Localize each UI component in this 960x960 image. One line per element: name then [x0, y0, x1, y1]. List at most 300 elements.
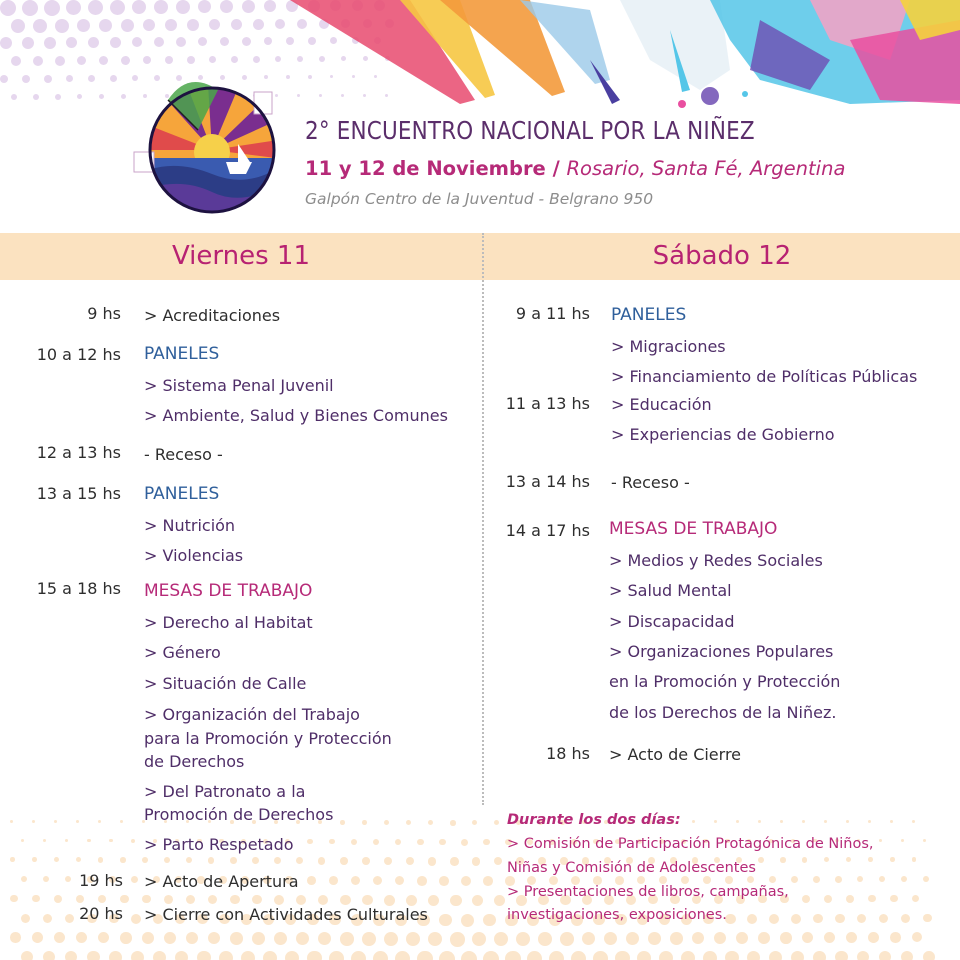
decorative-dot: [99, 19, 112, 32]
decorative-dot: [824, 895, 832, 903]
decorative-dot: [802, 932, 813, 943]
decorative-dot: [769, 876, 776, 883]
decorative-dot: [120, 932, 132, 944]
notes-line: Niñas y Comisión de Adolescentes: [507, 860, 756, 876]
decorative-dot: [846, 932, 857, 943]
decorative-dot: [220, 37, 229, 46]
schedule-item: > Sistema Penal Juvenil: [144, 376, 334, 395]
decorative-dot: [340, 857, 348, 865]
decorative-dot: [121, 19, 134, 32]
schedule-item: > Acto de Cierre: [609, 745, 742, 764]
decorative-dot: [725, 951, 739, 960]
decorative-dot: [242, 37, 251, 46]
decorative-dot: [54, 820, 57, 823]
decorative-dot: [439, 914, 452, 927]
decorative-dot: [461, 839, 468, 846]
decorative-dot: [846, 820, 849, 823]
decorative-dot: [912, 932, 922, 942]
decorative-dot: [362, 857, 370, 865]
decorative-dot: [165, 56, 173, 64]
schedule-item-continued: de Derechos: [144, 752, 245, 771]
decorative-dot: [329, 876, 338, 885]
decorative-dot: [747, 876, 754, 883]
event-dates: [305, 157, 845, 180]
decorative-dot: [626, 932, 639, 945]
decorative-dot: [868, 857, 873, 862]
decorative-dot: [98, 895, 106, 903]
decorative-dot: [44, 0, 60, 16]
decorative-dot: [857, 951, 869, 960]
notes-line: > Presentaciones de libros, campañas,: [507, 884, 789, 900]
decorative-dot: [406, 932, 420, 946]
decorative-dot: [187, 56, 195, 64]
decorative-dot: [76, 820, 79, 823]
decorative-dot: [472, 820, 477, 825]
schedule-time: 10 a 12 hs: [36, 345, 121, 364]
decorative-dot: [230, 857, 237, 864]
decorative-dot: [890, 857, 895, 862]
decorative-dot: [769, 951, 782, 960]
decorative-dot: [593, 951, 608, 960]
dates-place: Rosario, Santa Fé, Argentina: [566, 157, 846, 180]
decorative-dot: [373, 876, 382, 885]
decorative-dot: [923, 876, 929, 882]
decorative-dot: [164, 932, 176, 944]
schedule-item: > Acto de Apertura: [144, 872, 299, 891]
decorative-dot: [43, 839, 46, 842]
decorative-dot: [33, 56, 43, 66]
decorative-dot: [692, 932, 704, 944]
decorative-dot: [0, 75, 8, 83]
schedule-item: > Experiencias de Gobierno: [611, 425, 835, 444]
schedule-time: 11 a 13 hs: [505, 394, 590, 413]
decorative-dot: [472, 857, 480, 865]
decorative-dot: [461, 876, 471, 886]
decorative-dot: [132, 37, 142, 47]
decorative-dot: [208, 895, 217, 904]
decorative-dot: [285, 951, 299, 960]
decorative-dot: [351, 876, 360, 885]
decorative-dot: [121, 94, 126, 99]
decorative-dot: [615, 951, 630, 960]
decorative-dot: [253, 56, 260, 63]
break-item: - Receso -: [611, 473, 690, 492]
schedule-item: > Ambiente, Salud y Bienes Comunes: [144, 406, 448, 425]
decorative-dot: [21, 914, 30, 923]
decorative-dot: [10, 895, 18, 903]
decorative-dot: [109, 951, 122, 960]
decorative-dot: [879, 839, 882, 842]
schedule-item: > Salud Mental: [609, 581, 732, 600]
decorative-dot: [703, 876, 711, 884]
decorative-dot: [912, 895, 919, 902]
decorative-dot: [252, 895, 262, 905]
decorative-dot: [110, 0, 125, 15]
decorative-dot: [791, 876, 798, 883]
decorative-dot: [582, 932, 595, 945]
decorative-dot: [231, 19, 242, 30]
decorative-dot: [307, 951, 322, 960]
schedule-item: > Género: [144, 643, 221, 662]
decorative-dot: [758, 857, 764, 863]
decorative-dot: [505, 951, 521, 960]
session-heading: PANELES: [611, 305, 687, 325]
decorative-dot: [88, 0, 103, 15]
decorative-dot: [846, 857, 851, 862]
decorative-dot: [10, 857, 15, 862]
decorative-dot: [98, 932, 109, 943]
decorative-dot: [43, 876, 49, 882]
decorative-dot: [88, 75, 95, 82]
decorative-dot: [143, 19, 155, 31]
decorative-dot: [912, 857, 916, 861]
decorative-dot: [901, 839, 904, 842]
day-header-band: [0, 233, 960, 280]
schedule-item: > Derecho al Habitat: [144, 613, 313, 632]
decorative-dot: [32, 895, 40, 903]
decorative-dot: [901, 876, 907, 882]
decorative-dot: [44, 37, 56, 49]
decorative-dot: [483, 951, 499, 960]
decorative-dot: [549, 951, 564, 960]
decorative-dot: [76, 857, 81, 862]
decorative-dot: [780, 857, 786, 863]
decorative-dot: [230, 932, 243, 945]
decorative-dot: [186, 895, 195, 904]
decorative-dot: [197, 951, 211, 960]
decorative-dot: [110, 37, 121, 48]
decorative-dot: [340, 820, 345, 825]
decorative-dot: [55, 56, 65, 66]
decorative-dot: [10, 932, 21, 943]
decorative-dot: [209, 56, 216, 63]
decorative-dot: [527, 951, 542, 960]
schedule-item: > Situación de Calle: [144, 674, 307, 693]
decorative-dot: [879, 876, 885, 882]
decorative-dot: [307, 839, 313, 845]
schedule-item: > Medios y Redes Sociales: [609, 551, 823, 570]
decorative-dot: [758, 820, 761, 823]
decorative-dot: [494, 820, 499, 825]
schedule-item-continued: para la Promoción y Protección: [144, 729, 392, 748]
decorative-dot: [318, 857, 325, 864]
decorative-dot: [373, 839, 379, 845]
decorative-dot: [439, 951, 455, 960]
decorative-dot: [824, 820, 827, 823]
decorative-dot: [362, 820, 367, 825]
session-heading: PANELES: [144, 484, 220, 504]
schedule-item: > Acreditaciones: [144, 306, 281, 325]
schedule-time: 9 hs: [87, 304, 121, 323]
decorative-dot: [131, 839, 135, 843]
session-heading: PANELES: [144, 344, 220, 364]
decorative-dot: [220, 0, 233, 13]
decorative-dot: [274, 932, 287, 945]
decorative-dot: [714, 932, 726, 944]
decorative-dot: [66, 37, 77, 48]
decorative-dot: [99, 94, 104, 99]
decorative-dot: [131, 876, 138, 883]
decorative-dot: [846, 895, 854, 903]
decorative-dot: [395, 951, 410, 960]
decorative-dot: [252, 857, 259, 864]
decorative-dot: [264, 0, 276, 12]
decorative-dot: [77, 56, 86, 65]
decorative-dot: [857, 914, 866, 923]
decorative-dot: [725, 876, 733, 884]
decorative-dot: [538, 932, 552, 946]
decorative-dot: [11, 94, 17, 100]
decorative-dot: [439, 876, 449, 886]
decorative-dot: [186, 932, 198, 944]
decorative-dot: [43, 951, 55, 960]
decorative-dot: [923, 914, 932, 923]
decorative-dot: [88, 37, 99, 48]
schedule-time: 19 hs: [79, 871, 123, 890]
session-heading: MESAS DE TRABAJO: [144, 581, 313, 601]
decorative-dot: [153, 951, 166, 960]
decorative-dot: [879, 914, 888, 923]
decorative-dot: [65, 914, 74, 923]
decorative-dot: [22, 75, 30, 83]
decorative-dot: [296, 895, 306, 905]
decorative-dot: [472, 932, 486, 946]
decorative-dot: [802, 820, 805, 823]
decorative-dot: [923, 839, 926, 842]
decorative-dot: [890, 820, 893, 823]
decorative-dot: [384, 932, 398, 946]
decorative-dot: [264, 37, 272, 45]
decorative-dot: [791, 914, 801, 924]
decorative-dot: [835, 951, 848, 960]
decorative-dot: [176, 37, 186, 47]
decorative-dot: [66, 75, 73, 82]
decorative-dot: [351, 839, 357, 845]
decorative-dot: [329, 951, 344, 960]
decorative-dot: [417, 839, 424, 846]
decorative-dot: [54, 857, 59, 862]
decorative-dot: [198, 37, 207, 46]
decorative-dot: [681, 876, 689, 884]
decorative-dot: [120, 820, 123, 823]
decorative-dot: [417, 876, 427, 886]
decorative-dot: [340, 895, 351, 906]
decorative-dot: [230, 895, 240, 905]
event-title: 2° ENCUENTRO NACIONAL POR LA NIÑEZ: [305, 116, 755, 145]
decorative-dot: [98, 857, 103, 862]
decorative-dot: [439, 839, 446, 846]
decorative-dot: [890, 895, 898, 903]
decorative-dot: [142, 857, 148, 863]
decorative-dot: [736, 820, 739, 823]
decorative-dot: [384, 857, 392, 865]
schedule-item: > Del Patronato a la: [144, 782, 306, 801]
decorative-dot: [494, 857, 502, 865]
schedule-time: 13 a 14 hs: [505, 472, 590, 491]
schedule-item: > Educación: [611, 395, 712, 414]
decorative-dot: [99, 56, 108, 65]
decorative-dot: [428, 857, 436, 865]
schedule-item-continued: Promoción de Derechos: [144, 805, 334, 824]
decorative-dot: [241, 951, 255, 960]
notes-line: > Comisión de Participación Protagónica de Niños,: [507, 836, 874, 852]
schedule-item: > Nutrición: [144, 516, 236, 535]
decorative-dot: [483, 876, 493, 886]
decorative-dot: [33, 19, 47, 33]
decorative-dot: [791, 951, 804, 960]
decorative-dot: [758, 932, 770, 944]
decorative-dot: [263, 951, 277, 960]
decorative-dot: [461, 914, 474, 927]
decorative-dot: [44, 75, 52, 83]
decorative-dot: [131, 914, 141, 924]
decorative-dot: [637, 951, 651, 960]
schedule-item: > Discapacidad: [609, 612, 735, 631]
decorative-dot: [604, 932, 617, 945]
decorative-dot: [406, 857, 414, 865]
decorative-dot: [131, 951, 144, 960]
decorative-dot: [165, 19, 177, 31]
schedule-item-continued: en la Promoción y Protección: [609, 672, 841, 691]
decorative-dot: [143, 56, 151, 64]
decorative-dot: [395, 876, 404, 885]
break-item: - Receso -: [144, 445, 223, 464]
schedule-item: > Migraciones: [611, 337, 726, 356]
decorative-dot: [813, 951, 826, 960]
decorative-dot: [450, 895, 462, 907]
event-venue: Galpón Centro de la Juventud - Belgrano 950: [305, 190, 654, 208]
decorative-dot: [22, 0, 38, 16]
schedule-time: 15 a 18 hs: [36, 579, 121, 598]
decorative-dot: [209, 19, 220, 30]
decorative-dot: [373, 951, 388, 960]
decorative-dot: [450, 932, 465, 947]
schedule-item: > Organización del Trabajo: [144, 705, 360, 724]
decorative-dot: [252, 932, 265, 945]
decorative-dot: [417, 951, 433, 960]
decorative-dot: [835, 914, 845, 924]
decorative-dot: [769, 914, 779, 924]
decorative-dot: [923, 951, 935, 960]
decorative-dot: [219, 951, 233, 960]
decorative-dot: [55, 94, 61, 100]
decorative-dot: [901, 951, 913, 960]
schedule-time: 12 a 13 hs: [36, 443, 121, 462]
schedule-time: 20 hs: [79, 904, 123, 923]
schedule-item: > Violencias: [144, 546, 244, 565]
decorative-dot: [54, 895, 62, 903]
decorative-dot: [110, 75, 117, 82]
decorative-dot: [21, 951, 33, 960]
decorative-dot: [132, 0, 146, 14]
decorative-dot: [76, 895, 84, 903]
decorative-dot: [714, 820, 717, 823]
decorative-dot: [362, 895, 373, 906]
decorative-dot: [780, 820, 783, 823]
decorative-dot: [890, 932, 901, 943]
decorative-dot: [198, 0, 211, 13]
decorative-dot: [648, 932, 661, 945]
decorative-dot: [66, 0, 81, 15]
schedule-item-continued: de los Derechos de la Niñez.: [609, 703, 837, 722]
decorative-dot: [0, 0, 16, 16]
decorative-dot: [142, 932, 154, 944]
decorative-dot: [54, 932, 65, 943]
decorative-dot: [242, 0, 255, 13]
decorative-dot: [253, 19, 264, 30]
decorative-dot: [494, 932, 508, 946]
decorative-dot: [494, 895, 505, 906]
decorative-dot: [11, 56, 21, 66]
decorative-dot: [21, 839, 24, 842]
decorative-dot: [560, 932, 574, 946]
decorative-dot: [780, 932, 792, 944]
decorative-dot: [121, 56, 130, 65]
decorative-dot: [274, 857, 281, 864]
schedule-time: 9 a 11 hs: [515, 304, 590, 323]
decorative-dot: [176, 0, 190, 14]
schedule-time: 14 a 17 hs: [505, 521, 590, 540]
decorative-dot: [329, 839, 335, 845]
decorative-dot: [65, 839, 68, 842]
decorative-dot: [428, 932, 442, 946]
column-divider: [482, 233, 484, 805]
decorative-dot: [32, 857, 37, 862]
decorative-dot: [318, 932, 331, 945]
decorative-dot: [659, 951, 673, 960]
decorative-dot: [208, 932, 220, 944]
decorative-dot: [32, 820, 35, 823]
decorative-dot: [120, 895, 129, 904]
decorative-dot: [703, 951, 717, 960]
decorative-dot: [681, 951, 695, 960]
decorative-dot: [868, 820, 871, 823]
decorative-dot: [428, 895, 439, 906]
decorative-dot: [802, 857, 807, 862]
decorative-dot: [912, 820, 915, 823]
paint-splash-graphic: [290, 0, 960, 110]
session-heading: MESAS DE TRABAJO: [609, 519, 778, 539]
dates-days: 11 y 12 de: [305, 157, 427, 180]
friday-heading: Viernes 11: [171, 241, 311, 271]
decorative-dot: [450, 820, 456, 826]
event-logo-icon: [128, 70, 290, 220]
decorative-dot: [274, 895, 284, 905]
decorative-dot: [296, 932, 309, 945]
decorative-dot: [868, 895, 876, 903]
decorative-dot: [516, 932, 530, 946]
decorative-dot: [77, 19, 90, 32]
schedule-item: > Cierre con Actividades Culturales: [144, 905, 428, 924]
decorative-dot: [571, 951, 586, 960]
decorative-dot: [428, 820, 433, 825]
decorative-dot: [10, 820, 13, 823]
decorative-dot: [187, 19, 199, 31]
decorative-dot: [154, 0, 168, 14]
decorative-dot: [472, 895, 483, 906]
decorative-dot: [296, 857, 303, 864]
decorative-dot: [98, 820, 101, 823]
notes-title: Durante los dos días:: [507, 812, 681, 828]
schedule-item: > Financiamiento de Políticas Públicas: [611, 367, 918, 386]
decorative-dot: [164, 895, 173, 904]
decorative-dot: [87, 951, 100, 960]
decorative-dot: [186, 857, 192, 863]
decorative-dot: [813, 876, 820, 883]
decorative-dot: [307, 876, 316, 885]
decorative-dot: [736, 932, 748, 944]
decorative-dot: [21, 876, 27, 882]
